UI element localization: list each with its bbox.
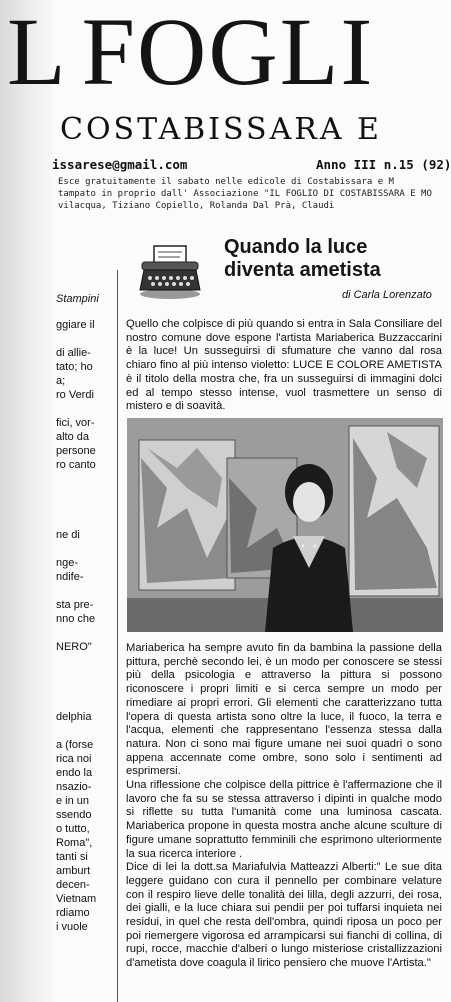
left-column-line: a; bbox=[56, 375, 66, 387]
typewriter-icon bbox=[136, 242, 204, 300]
left-column-line: ro canto bbox=[56, 459, 96, 471]
article-title bbox=[224, 236, 381, 282]
left-column-line bbox=[56, 500, 114, 514]
left-column-line: a (forse bbox=[56, 739, 94, 751]
page-spine-shadow bbox=[0, 0, 52, 1002]
article-body bbox=[126, 642, 442, 971]
left-column-line: e in un bbox=[56, 795, 90, 807]
left-column-line: di allie- bbox=[56, 347, 91, 359]
left-column-line bbox=[56, 724, 114, 738]
left-column-line bbox=[56, 626, 114, 640]
issue-number: Anno III n.15 (92) bbox=[316, 157, 451, 172]
left-column-line bbox=[56, 332, 114, 346]
left-column-text bbox=[56, 318, 114, 934]
left-column-line bbox=[56, 542, 114, 556]
left-column-line: NERO" bbox=[56, 641, 92, 653]
info-line: vilacqua, Tiziano Copiello, Rolanda Dal Prà, Claudi bbox=[58, 201, 335, 211]
left-column-line: sta pre- bbox=[56, 599, 94, 611]
info-line: Esce gratuitamente il sabato nelle edicole di Costabissara e M bbox=[58, 177, 394, 187]
masthead-prefix: L bbox=[7, 0, 68, 105]
body-paragraph: Mariaberica ha sempre avuto fin da bambina la passione della pittura, perchè secondo lei, è un modo per conoscere se stessi più della psicologia e attraverso la pittura si possono riconoscere i propri limiti e si cerca sempre un modo per rimediare ai propri errori. Gli elementi che caratterizzano tutta l'opera di questa artista sono oltre la luce, il fuoco, la terra e l'acqua, elementi che rappresentano l'essenza stessa dalla natura. Non ci sono mai figure umane nei suoi quadri o sono appena accennate come ombre, sono solo i sentimenti ad esprimersi. bbox=[126, 642, 442, 778]
left-column-line: delphia bbox=[56, 711, 92, 723]
masthead-title bbox=[7, 0, 375, 105]
article-title-line: diventa ametista bbox=[224, 259, 381, 281]
left-column-line: nge- bbox=[56, 557, 79, 569]
left-column-line: persone bbox=[56, 445, 96, 457]
left-column-line: ne di bbox=[56, 529, 80, 541]
left-column-line: tanti si bbox=[56, 851, 88, 863]
left-column-line: decen- bbox=[56, 879, 90, 891]
info-line: tampato in proprio dall' Associazione "IL FOGLIO DI COSTABISSARA E MO bbox=[58, 189, 432, 199]
left-column-line bbox=[56, 486, 114, 500]
body-paragraph: Dice di lei la dott.sa Mariafulvia Matteazzi Alberti:" Le sue dita leggere guidano con cura il pennello per combinare velature con il respiro lieve delle tonalità dei lilla, degli azzurri, dei rosa, dei gialli, e la luce chiara sui pendii per poi tuffarsi inquieta nei residui, in quel che resta dell'ombra, quindi riposa un poco per poi riemergere vigorosa ed arrampicarsi sui fianchi di collina, di rupi, rocce, macchie d'alberi o lungo misteriose cristallizzazioni d'ametista dove coagula il lirico pensiero che muove l'Artista." bbox=[126, 861, 442, 970]
body-paragraph: Una riflessione che colpisce della pittrice è l'affermazione che il lavoro che fa su se stessa attraverso i dipinti in qualche modo si riflette su tutta l'umanità come una luminosa cascata. Mariaberica propone in questa mostra anche alcune sculture di figure umane soprattutto femminili che esprimono ulteriormente la sua ricerca interiore . bbox=[126, 779, 442, 860]
left-column-line: ro Verdi bbox=[56, 389, 94, 401]
left-column-line: i vuole bbox=[56, 921, 88, 933]
article-intro bbox=[126, 318, 442, 414]
left-column-line: ggiare il bbox=[56, 319, 95, 331]
left-column-line bbox=[56, 402, 114, 416]
contact-email: issarese@gmail.com bbox=[52, 157, 188, 172]
left-column-line: ndife- bbox=[56, 571, 84, 583]
left-column-line: nsazio- bbox=[56, 781, 92, 793]
left-column-line bbox=[56, 584, 114, 598]
left-column-line: o tutto, bbox=[56, 823, 90, 835]
left-column-byline: Stampini bbox=[56, 293, 99, 305]
left-column-line: rica noi bbox=[56, 753, 92, 765]
intro-paragraph: Quello che colpisce di più quando si entra in Sala Consiliare del nostro comune dove espone l'artista Mariaberica Buzzaccarini è la luce! Un susseguirsi di sfumature che vanno dal rosa chiaro fino al più intenso violetto: LUCE E COLORE AMETISTA è il titolo della mostra che, fra un susseguirsi di immagini dolci ed al tempo stesso intense, vuol trasmettere un senso di mistero e di soavità. bbox=[126, 318, 442, 413]
left-column-line: rdiamo bbox=[56, 907, 90, 919]
left-column-line bbox=[56, 696, 114, 710]
masthead bbox=[7, 0, 449, 116]
left-column-line: ssendo bbox=[56, 809, 92, 821]
publication-info bbox=[58, 176, 449, 212]
article-title-line: Quando la luce bbox=[224, 236, 368, 258]
left-column-line bbox=[56, 654, 114, 668]
left-column-line: amburt bbox=[56, 865, 91, 877]
left-column-line: alto da bbox=[56, 431, 90, 443]
left-column-line: endo la bbox=[56, 767, 93, 779]
left-column-line bbox=[56, 668, 114, 682]
artist-photo bbox=[127, 418, 443, 632]
left-column-line: Roma", bbox=[56, 837, 93, 849]
article-byline: di Carla Lorenzato bbox=[342, 289, 432, 301]
left-column-line: tato; ho bbox=[56, 361, 93, 373]
left-column-line: nno che bbox=[56, 613, 96, 625]
left-column-line bbox=[56, 472, 114, 486]
left-column-line bbox=[56, 682, 114, 696]
left-column-line: Vietnam bbox=[56, 893, 97, 905]
masthead-subtitle: COSTABISSARA E bbox=[60, 112, 382, 147]
left-column-line bbox=[56, 514, 114, 528]
left-column-line: fici, vor- bbox=[56, 417, 95, 429]
masthead-word: FOGLI bbox=[81, 0, 375, 105]
column-divider bbox=[117, 270, 118, 1002]
